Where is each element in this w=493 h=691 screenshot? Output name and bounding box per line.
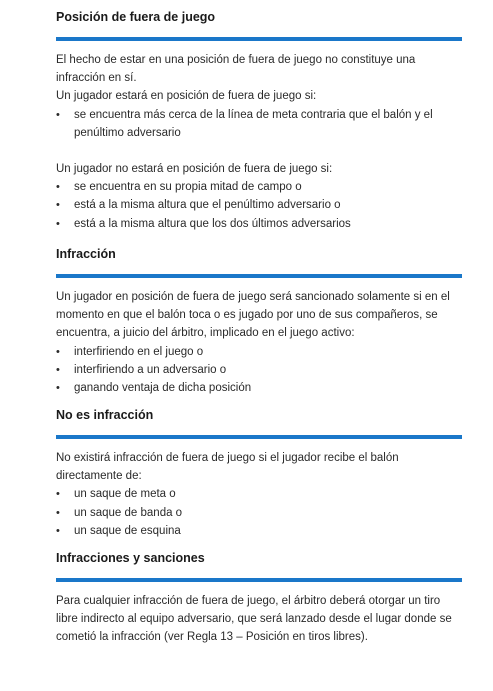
section-infraction <box>56 246 462 397</box>
list-item: • está a la misma altura que los dos últimos adversarios <box>56 215 462 233</box>
section-rule <box>56 274 462 278</box>
list-item: • un saque de meta o <box>56 485 462 503</box>
bullet-list <box>56 106 462 142</box>
section-no-infraction <box>56 407 462 540</box>
bullet-icon: • <box>56 382 60 395</box>
section-heading: No es infracción <box>56 408 154 422</box>
section-infractions-sanctions <box>56 550 462 647</box>
bullet-icon: • <box>56 506 60 519</box>
list-item: • está a la misma altura que el penúltimo adversario o <box>56 196 462 214</box>
bullet-icon: • <box>56 524 60 537</box>
list-item: • un saque de banda o <box>56 504 462 522</box>
paragraph: No existirá infracción de fuera de juego si el jugador recibe el balón directamente de: <box>56 452 399 483</box>
paragraph: Un jugador en posición de fuera de juego será sancionado solamente si en el momento en que el balón toca o es jugado por uno de sus compañeros, se encuentra, a juicio del árbitro, implicado en el juego activo: <box>56 291 450 340</box>
section-heading: Infracciones y sanciones <box>56 551 205 565</box>
section-rule <box>56 435 462 439</box>
list-item: • interfiriendo en el juego o <box>56 343 462 361</box>
list-item: • ganando ventaja de dicha posición <box>56 379 462 397</box>
section-rule <box>56 578 462 582</box>
paragraph: Un jugador no estará en posición de fuera de juego si: <box>56 163 333 176</box>
bullet-icon: • <box>56 488 60 501</box>
bullet-list <box>56 178 462 233</box>
bullet-list <box>56 343 462 398</box>
bullet-list <box>56 485 462 540</box>
section-heading: Infracción <box>56 247 116 261</box>
section-heading: Posición de fuera de juego <box>56 10 216 24</box>
list-item: • se encuentra más cerca de la línea de meta contraria que el balón y el penúltimo adversario <box>56 106 444 142</box>
bullet-icon: • <box>56 363 60 376</box>
bullet-icon: • <box>56 345 60 358</box>
paragraph: Un jugador estará en posición de fuera de juego si: <box>56 90 317 103</box>
bullet-icon: • <box>56 217 60 230</box>
paragraph: Para cualquier infracción de fuera de juego, el árbitro deberá otorgar un tiro libre indirecto al equipo adversario, que será lanzado desde el lugar donde se cometió la infracción (ver Regla 13 – Posición en tiros libres). <box>56 595 452 644</box>
bullet-icon: • <box>56 181 60 194</box>
bullet-icon: • <box>56 199 60 212</box>
section-offside-position <box>56 9 462 233</box>
paragraph: El hecho de estar en una posición de fuera de juego no constituye una infracción en sí. <box>56 54 416 85</box>
bullet-icon: • <box>56 108 60 121</box>
list-item: • se encuentra en su propia mitad de campo o <box>56 178 462 196</box>
list-item: • un saque de esquina <box>56 522 462 540</box>
list-item: • interfiriendo a un adversario o <box>56 361 462 379</box>
section-rule <box>56 37 462 41</box>
